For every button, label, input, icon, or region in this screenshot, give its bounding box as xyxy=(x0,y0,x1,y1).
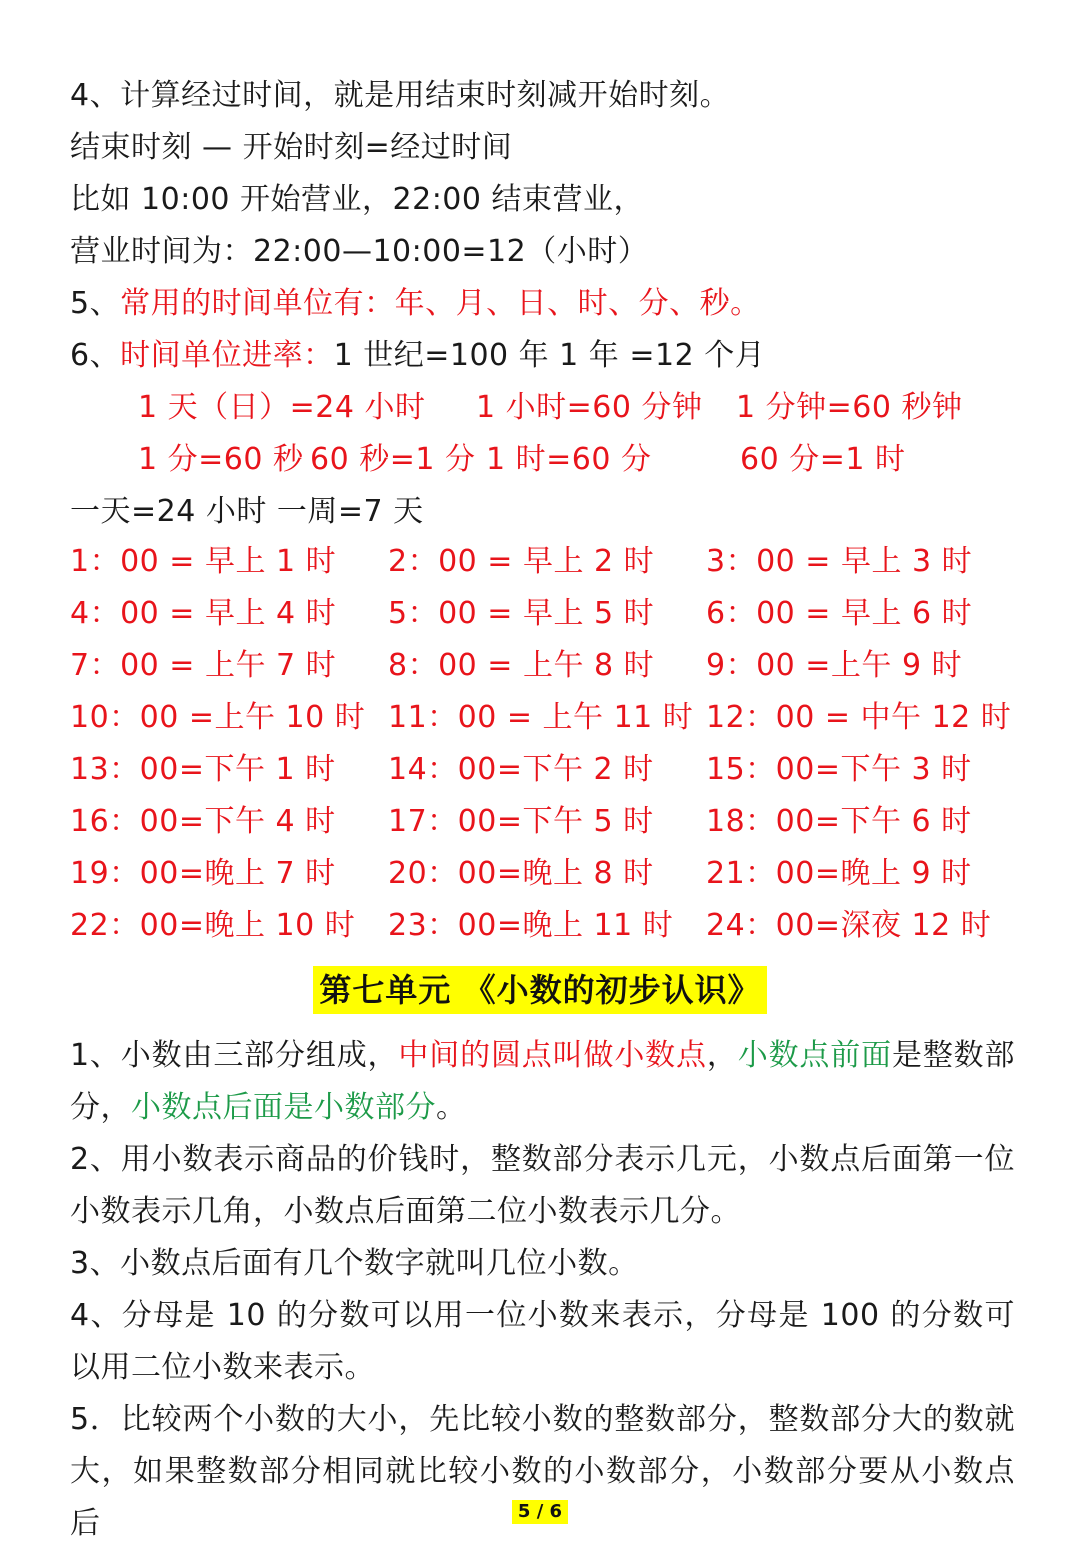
unit-7-heading xyxy=(0,966,1080,1018)
table-cell: 24：00=深夜 12 时 xyxy=(706,908,992,943)
table-row xyxy=(70,854,1030,906)
table-cell: 18：00=下午 6 时 xyxy=(706,804,972,839)
table-row xyxy=(70,698,1030,750)
table-cell: 21：00=晚上 9 时 xyxy=(706,856,972,891)
page-number: 5 / 6 xyxy=(512,1500,568,1524)
clock-time-table xyxy=(70,542,1030,958)
table-row xyxy=(70,802,1030,854)
table-cell: 12：00 = 中午 12 时 xyxy=(706,700,1012,735)
point-6-text xyxy=(70,336,765,376)
p1-text-c: 是整数部分， xyxy=(70,1038,1016,1125)
point-5-number: 5、 xyxy=(70,286,121,321)
p1-text-b: ， xyxy=(706,1038,738,1073)
table-cell: 6：00 = 早上 6 时 xyxy=(706,596,973,631)
table-row xyxy=(70,750,1030,802)
p1-red-text: 中间的圆点叫做小数点 xyxy=(398,1038,707,1073)
table-cell: 4：00 = 早上 4 时 xyxy=(70,596,337,631)
point-6-rest-text: 1 世纪=100 年 1 年 =12 个月 xyxy=(333,338,766,373)
table-cell: 22：00=晚上 10 时 xyxy=(70,908,356,943)
p1-text-d: 。 xyxy=(436,1090,467,1125)
point-6-number: 6、 xyxy=(70,338,121,373)
p1-green-text-1: 小数点前面 xyxy=(737,1038,892,1073)
table-row xyxy=(70,646,1030,698)
table-cell: 14：00=下午 2 时 xyxy=(388,752,654,787)
table-cell: 8：00 = 上午 8 时 xyxy=(388,648,655,683)
table-cell: 2：00 = 早上 2 时 xyxy=(388,544,655,579)
unit-7-title: 第七单元 《小数的初步认识》 xyxy=(313,966,766,1014)
unit-7-point-5: 5．比较两个小数的大小，先比较小数的整数部分，整数部分大的数就大，如果整数部分相同就比较小数的小数部分，小数部分要从小数点后 xyxy=(70,1402,1015,1541)
page-footer xyxy=(0,1500,1080,1524)
rate-day-hours: 1 天（日）=24 小时 xyxy=(138,390,426,425)
rate-min-hour: 60 分=1 时 xyxy=(740,442,906,477)
table-cell: 20：00=晚上 8 时 xyxy=(388,856,654,891)
table-row xyxy=(70,906,1030,958)
unit-7-point-2: 2、用小数表示商品的价钱时，整数部分表示几元，小数点后面第一位小数表示几角，小数点后面第二位小数表示几分。 xyxy=(70,1142,1015,1229)
point-6-red-text: 时间单位进率： xyxy=(120,338,334,373)
unit-7-point-3: 3、小数点后面有几个数字就叫几位小数。 xyxy=(70,1246,639,1281)
rate-sec-min: 60 秒=1 分 xyxy=(310,442,476,477)
table-cell: 7：00 = 上午 7 时 xyxy=(70,648,337,683)
point-4-text: 4、计算经过时间，就是用结束时刻减开始时刻。 xyxy=(70,78,731,113)
unit-7-point-1 xyxy=(70,1030,1015,1134)
table-cell: 13：00=下午 1 时 xyxy=(70,752,336,787)
rate-minute-seconds: 1 分钟=60 秒钟 xyxy=(736,390,963,425)
rate-hour-min: 1 时=60 分 xyxy=(486,442,652,477)
example-line-1: 比如 10:00 开始营业，22:00 结束营业， xyxy=(70,182,645,217)
table-cell: 15：00=下午 3 时 xyxy=(706,752,972,787)
rate-min-sec: 1 分=60 秒 xyxy=(138,442,304,477)
point-5-text xyxy=(70,284,761,324)
table-cell: 16：00=下午 4 时 xyxy=(70,804,336,839)
unit-7-point-4: 4、分母是 10 的分数可以用一位小数来表示，分母是 100 的分数可以用二位小数来表示。 xyxy=(70,1298,1015,1385)
table-row xyxy=(70,542,1030,594)
table-cell: 19：00=晚上 7 时 xyxy=(70,856,336,891)
table-cell: 23：00=晚上 11 时 xyxy=(388,908,674,943)
table-cell: 3：00 = 早上 3 时 xyxy=(706,544,973,579)
p1-text-a: 1、小数由三部分组成， xyxy=(70,1038,399,1073)
table-cell: 5：00 = 早上 5 时 xyxy=(388,596,655,631)
elapsed-time-formula: 结束时刻 — 开始时刻=经过时间 xyxy=(70,130,513,165)
table-cell: 9：00 =上午 9 时 xyxy=(706,648,963,683)
table-cell: 11：00 = 上午 11 时 xyxy=(388,700,694,735)
table-cell: 17：00=下午 5 时 xyxy=(388,804,654,839)
day-week-text: 一天=24 小时 一周=7 天 xyxy=(70,494,424,529)
point-5-red-text: 常用的时间单位有：年、月、日、时、分、秒。 xyxy=(120,286,761,321)
table-cell: 1：00 = 早上 1 时 xyxy=(70,544,337,579)
table-cell: 10：00 =上午 10 时 xyxy=(70,700,366,735)
p1-green-text-2: 小数点后面是小数部分 xyxy=(131,1090,436,1125)
example-line-2: 营业时间为：22:00—10:00=12（小时） xyxy=(70,234,649,269)
rate-hour-minutes: 1 小时=60 分钟 xyxy=(476,390,703,425)
table-row xyxy=(70,594,1030,646)
